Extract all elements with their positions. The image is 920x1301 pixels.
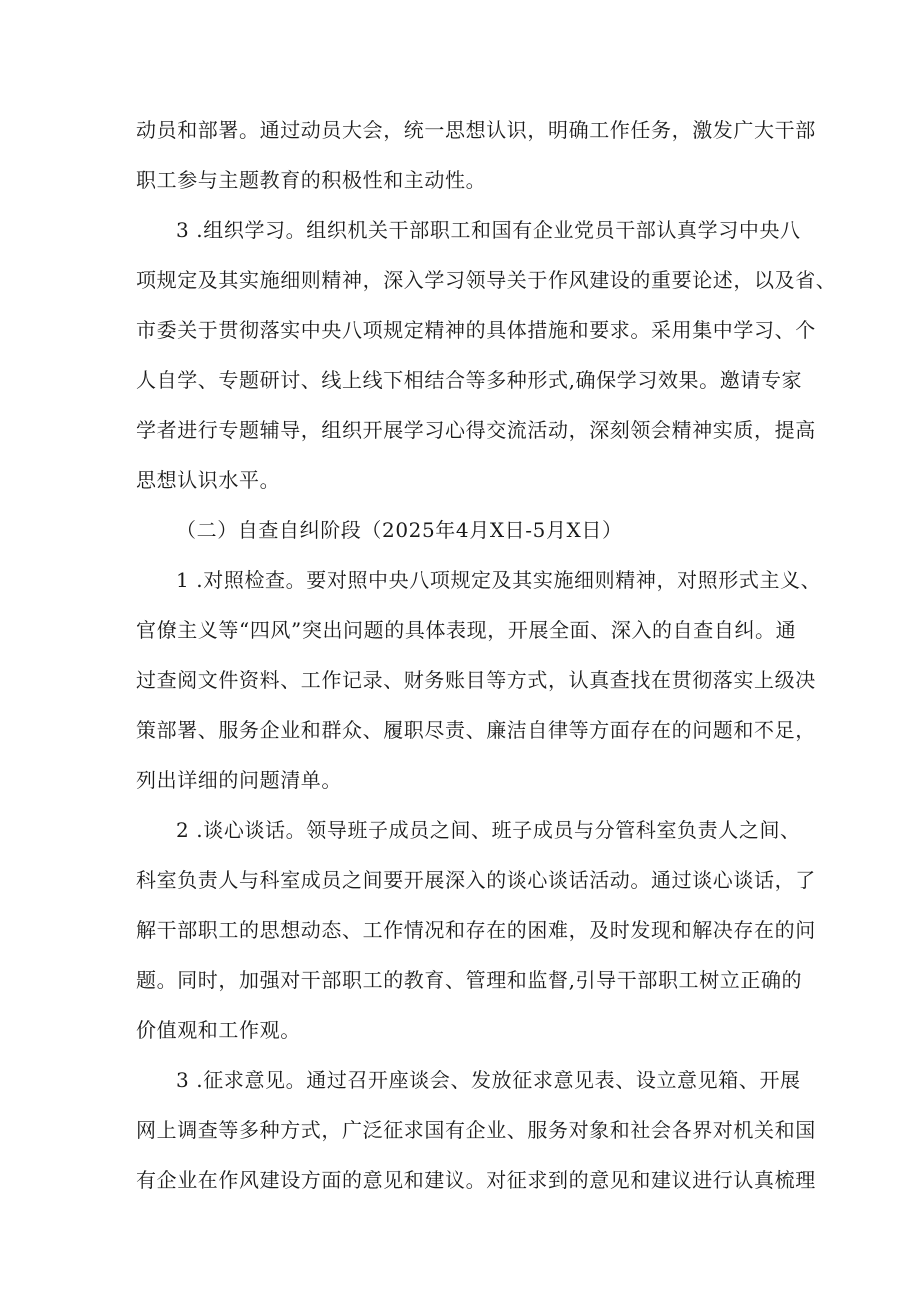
section-item-heading: 3 .组织学习。组织机关干部职工和国有企业党员干部认真学习中央八 — [176, 218, 801, 242]
body-text-line: 动员和部署。通过动员大会，统一思想认识，明确工作任务，激发广大干部 — [136, 118, 816, 142]
body-text-line: 项规定及其实施细则精神，深入学习领导关于作风建设的重要论述，以及省、 — [136, 268, 837, 292]
body-text-line: 列出详细的问题清单。 — [136, 768, 342, 792]
body-text-line: 有企业在作风建设方面的意见和建议。对征求到的意见和建议进行认真梳理 — [136, 1168, 816, 1192]
section-heading: （二）自查自纠阶段（2025年4月X日-5月X日） — [176, 518, 623, 542]
body-text-line: 过查阅文件资料、工作记录、财务账目等方式，认真查找在贯彻落实上级决 — [136, 668, 816, 692]
body-text-line: 策部署、服务企业和群众、履职尽责、廉洁自律等方面存在的问题和不足， — [136, 718, 816, 742]
body-text-line: 官僚主义等“四风”突出问题的具体表现，开展全面、深入的自查自纠。通 — [136, 618, 797, 642]
body-text-line: 价值观和工作观。 — [136, 1018, 301, 1042]
body-text-line: 职工参与主题教育的积极性和主动性。 — [136, 168, 487, 192]
body-text-line: 思想认识水平。 — [136, 468, 281, 492]
body-text-line: 题。同时，加强对干部职工的教育、管理和监督,引导干部职工树立正确的 — [136, 968, 803, 992]
body-text-line: 人自学、专题研讨、线上线下相结合等多种形式,确保学习效果。邀请专家 — [136, 368, 803, 392]
section-item-heading: 1 .对照检查。要对照中央八项规定及其实施细则精神，对照形式主义、 — [176, 568, 822, 592]
section-item-heading: 2 .谈心谈话。领导班子成员之间、班子成员与分管科室负责人之间、 — [176, 818, 801, 842]
section-item-heading: 3 .征求意见。通过召开座谈会、发放征求意见表、设立意见箱、开展 — [176, 1068, 801, 1092]
body-text-line: 市委关于贯彻落实中央八项规定精神的具体措施和要求。采用集中学习、个 — [136, 318, 816, 342]
body-text-line: 解干部职工的思想动态、工作情况和存在的困难，及时发现和解决存在的问 — [136, 918, 816, 942]
body-text-line: 网上调查等多种方式，广泛征求国有企业、服务对象和社会各界对机关和国 — [136, 1118, 816, 1142]
body-text-line: 学者进行专题辅导，组织开展学习心得交流活动，深刻领会精神实质，提高 — [136, 418, 816, 442]
body-text-line: 科室负责人与科室成员之间要开展深入的谈心谈话活动。通过谈心谈话，了 — [136, 868, 816, 892]
